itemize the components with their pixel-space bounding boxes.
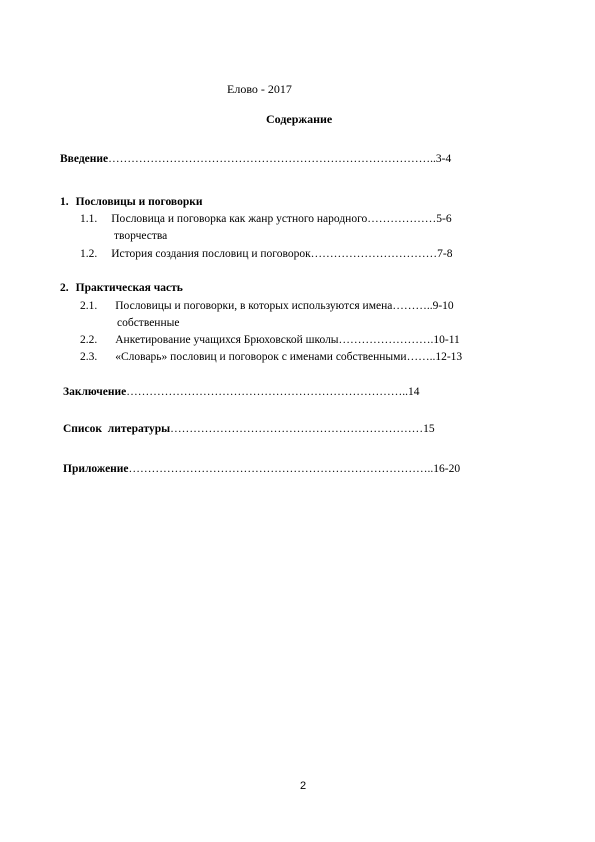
toc-entry-1-1 [80, 213, 452, 225]
toc-entry-label: Пословицы и поговорки, в которых используются имена [115, 300, 393, 312]
toc-entry-pages: 14 [407, 386, 420, 398]
toc-entry-dots: …………………………………………………………………….. [128, 463, 434, 475]
section-number: 1. [60, 196, 69, 208]
toc-entry-pages: 15 [423, 423, 435, 435]
toc-section-2-heading [60, 282, 183, 294]
page-number: 2 [300, 780, 307, 792]
toc-entry-1-1-continuation: творчества [114, 230, 168, 242]
section-title: Пословицы и поговорки [75, 196, 203, 208]
toc-entry-dots: ………………………………………………………………………….. [108, 153, 436, 165]
toc-entry-label: История создания пословиц и поговорок [111, 248, 311, 260]
toc-entry-pages: 16-20 [433, 463, 461, 475]
toc-entry-2-1 [80, 300, 454, 312]
toc-entry-intro [60, 153, 451, 165]
toc-entry-dots: ………………………………………………………… [170, 423, 424, 435]
toc-entry-label: Приложение [63, 463, 129, 475]
toc-entry-number: 1.1. [80, 213, 98, 225]
toc-entry-pages: 3-4 [435, 153, 452, 165]
toc-entry-pages: 10-11 [433, 334, 460, 346]
toc-entry-label: «Словарь» пословиц и поговорок с именами собственными [115, 351, 407, 363]
toc-entry-pages: 7-8 [437, 248, 453, 260]
toc-entry-conclusion [63, 386, 419, 398]
toc-entry-dots: ……………………. [338, 334, 434, 346]
toc-entry-pages: 12-13 [435, 351, 463, 363]
toc-entry-number: 2.3. [80, 351, 98, 363]
toc-entry-number: 2.1. [80, 300, 98, 312]
toc-entry-2-2 [80, 334, 460, 346]
toc-entry-label: Пословица и поговорка как жанр устного народного [111, 213, 368, 225]
toc-entry-label: Список литературы [63, 423, 171, 435]
toc-entry-pages: 9-10 [432, 300, 454, 312]
toc-entry-2-1-continuation: собственные [117, 317, 180, 329]
toc-entry-dots: ……………………………………………………………….. [126, 386, 408, 398]
toc-entry-bibliography [63, 423, 435, 435]
toc-entry-dots: ……………… [367, 213, 437, 225]
toc-entry-2-3 [80, 351, 462, 363]
toc-entry-label: Анкетирование учащихся Брюховской школы [115, 334, 339, 346]
section-title: Практическая часть [75, 282, 183, 294]
toc-entry-pages: 5-6 [436, 213, 452, 225]
toc-entry-dots: …….. [406, 351, 436, 363]
toc-title: Содержание [266, 112, 333, 126]
toc-entry-number: 2.2. [80, 334, 98, 346]
place-year: Елово - 2017 [227, 82, 292, 96]
toc-entry-appendix [63, 463, 460, 475]
toc-entry-dots: ……….. [392, 300, 433, 312]
toc-entry-label: Заключение [63, 386, 127, 398]
toc-section-1-heading [60, 196, 202, 208]
toc-entry-number: 1.2. [80, 248, 98, 260]
toc-entry-1-2 [80, 248, 453, 260]
toc-entry-dots: …………………………… [310, 248, 438, 260]
section-number: 2. [60, 282, 69, 294]
toc-entry-label: Введение [60, 153, 109, 165]
